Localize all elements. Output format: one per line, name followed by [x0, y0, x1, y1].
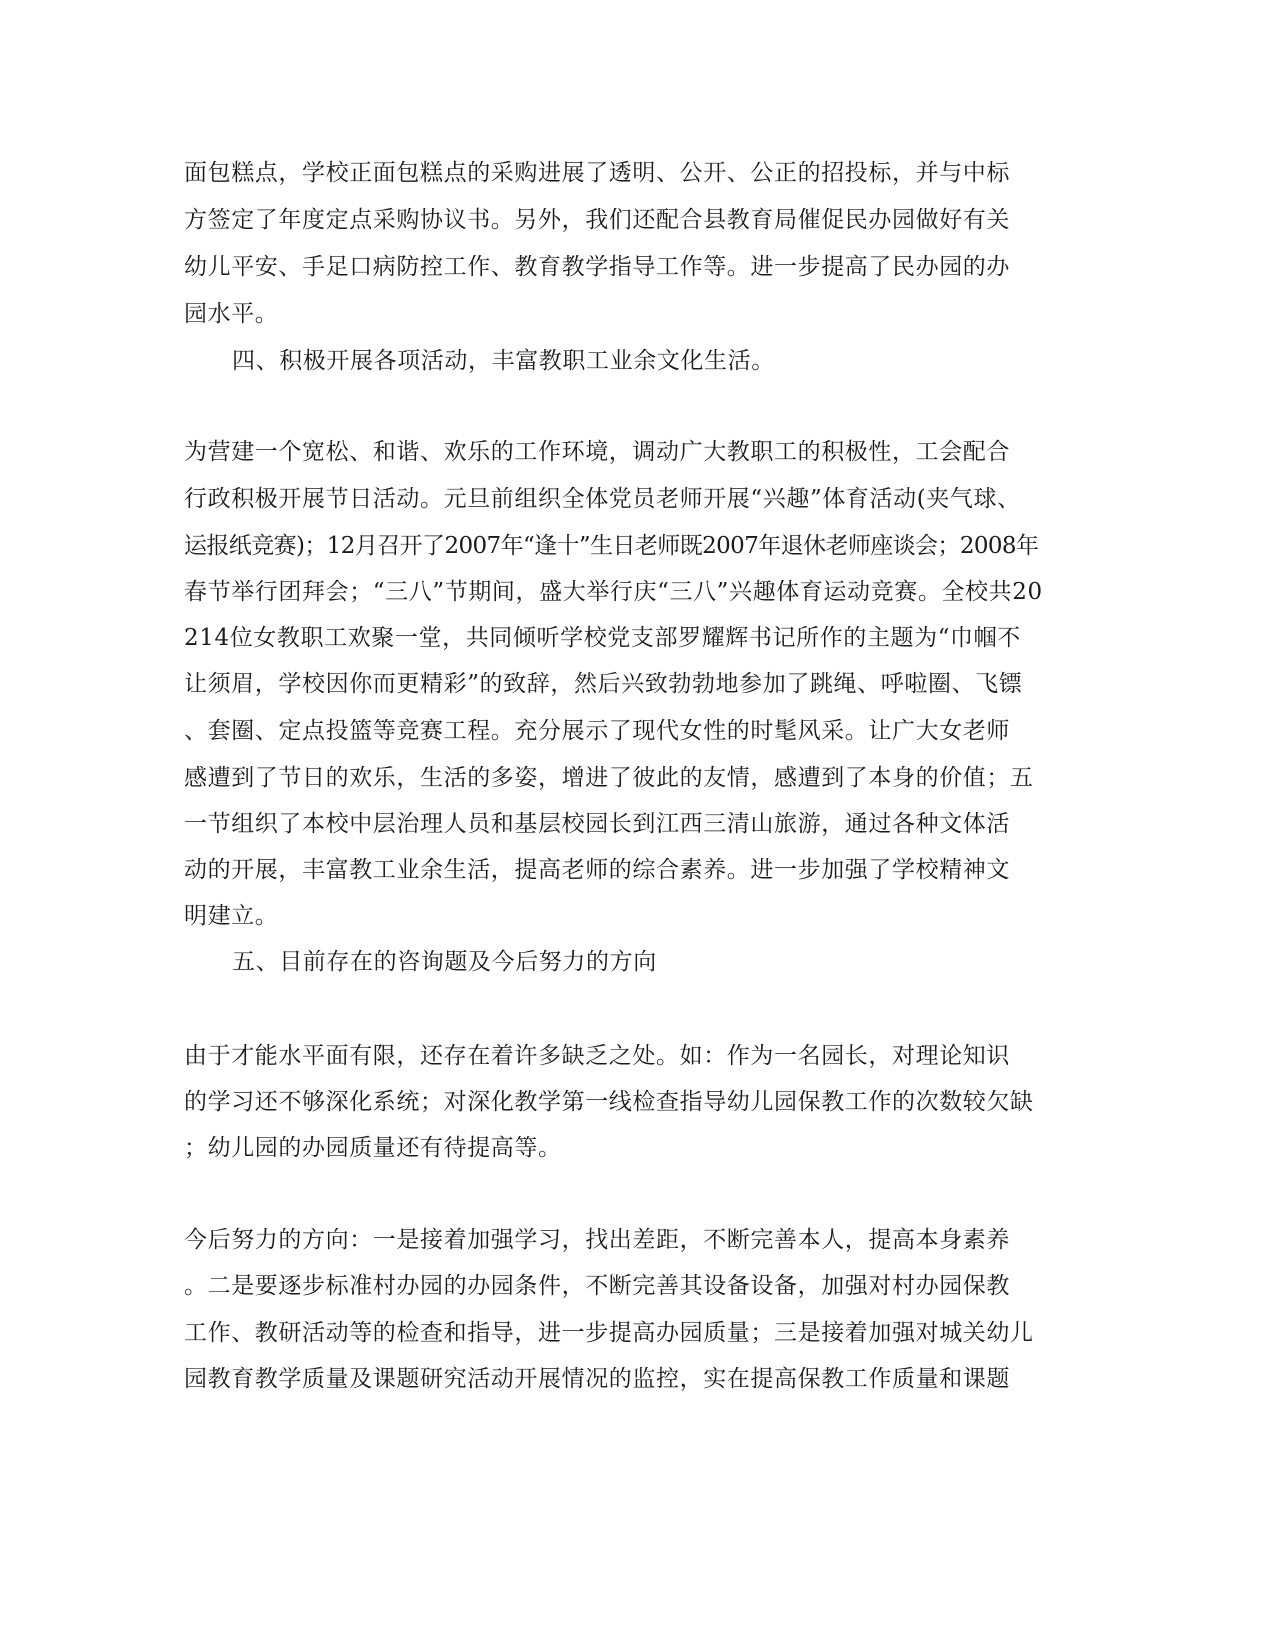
text-line: 明建立。	[184, 903, 279, 929]
text-line: 面包糕点，学校正面包糕点的采购进展了透明、公开、公正的招投标，并与中标	[184, 160, 1010, 186]
text-line: 园教育教学质量及课题研究活动开展情况的监控，实在提高保教工作质量和课题	[184, 1366, 1010, 1392]
text-line: 为营建一个宽松、和谐、欢乐的工作环境，调动广大教职工的积极性，工会配合	[184, 439, 1010, 465]
text-line: 春节举行团拜会；“三八”节期间，盛大举行庆“三八”兴趣体育运动竞赛。全校共20	[184, 579, 1043, 605]
text-line: 园水平。	[184, 301, 279, 327]
section-heading-5: 五、目前存在的咨询题及今后努力的方向	[232, 949, 657, 975]
text-line: 。二是要逐步标准村办园的办园条件，不断完善其设备设备，加强对村办园保教	[184, 1273, 1010, 1299]
text-line: 由于才能水平面有限，还存在着许多缺乏之处。如：作为一名园长，对理论知识	[184, 1043, 1010, 1069]
text-line: 、套圈、定点投篮等竞赛工程。充分展示了现代女性的时髦风采。让广大女老师	[184, 718, 1010, 744]
text-line: 方签定了年度定点采购协议书。另外，我们还配合县教育局催促民办园做好有关	[184, 207, 1010, 233]
text-line: 动的开展，丰富教工业余生活，提高老师的综合素养。进一步加强了学校精神文	[184, 857, 1010, 883]
section-heading-4: 四、积极开展各项活动，丰富教职工业余文化生活。	[232, 348, 775, 374]
text-line: 的学习还不够深化系统；对深化教学第一线检查指导幼儿园保教工作的次数较欠缺	[184, 1089, 1034, 1115]
text-line: ；幼儿园的办园质量还有待提高等。	[184, 1135, 562, 1161]
text-line: 工作、教研活动等的检查和指导，进一步提高办园质量；三是接着加强对城关幼儿	[184, 1320, 1034, 1346]
text-line: 一节组织了本校中层治理人员和基层校园长到江西三清山旅游，通过各种文体活	[184, 811, 1010, 837]
text-line: 行政积极开展节日活动。元旦前组织全体党员老师开展“兴趣”体育活动(夹气球、	[184, 486, 1021, 512]
text-line: 让须眉，学校因你而更精彩”的致辞，然后兴致勃勃地参加了跳绳、呼啦圈、飞镖	[184, 671, 1023, 697]
text-line: 运报纸竞赛)；12月召开了2007年“逢十”生日老师既2007年退休老师座谈会；2008年	[184, 533, 1039, 559]
text-line: 幼儿平安、手足口病防控工作、教育教学指导工作等。进一步提高了民办园的办	[184, 254, 1010, 280]
text-line: 感遭到了节日的欢乐，生活的多姿，增进了彼此的友情，感遭到了本身的价值；五	[184, 765, 1034, 791]
text-line: 今后努力的方向：一是接着加强学习，找出差距，不断完善本人，提高本身素养	[184, 1227, 1010, 1253]
text-line: 214位女教职工欢聚一堂，共同倾听学校党支部罗耀辉书记所作的主题为“巾帼不	[184, 625, 1021, 651]
